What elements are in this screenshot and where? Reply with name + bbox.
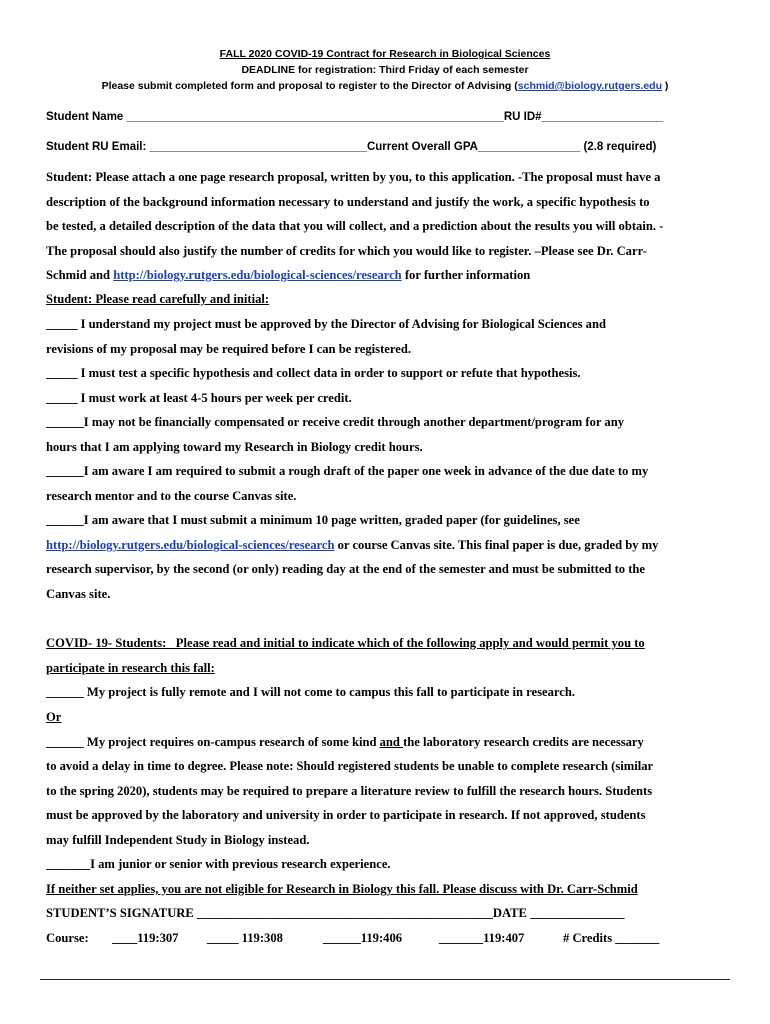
covid-heading-b-text: participate in research this fall: — [46, 661, 215, 675]
proposal-line-5 — [46, 267, 530, 283]
covid-heading-a-text: COVID- 19- Students: _Please read and initial to indicate which of the following apply and would permit you to — [46, 636, 645, 650]
initial-item-6c: research supervisor, by the second (or only) reading day at the end of the semester and must be submitted to the — [46, 562, 646, 576]
covid-option-on-campus-d: must be approved by the laboratory and university in order to participate in research. If not approved, students — [46, 808, 646, 822]
initial-heading-text: Student: Please read carefully and initial: — [46, 292, 270, 306]
opt2-post: the laboratory research credits are necessary — [403, 735, 644, 749]
form-title — [0, 47, 770, 62]
initial-item-5b: research mentor and to the course Canvas site. — [46, 489, 297, 503]
course-row — [46, 930, 726, 946]
signature-date-line[interactable]: STUDENT’S SIGNATURE _______________________________________________DATE _______________ — [46, 906, 625, 920]
course-option-308[interactable]: _____ 119:308 — [207, 931, 283, 945]
initial-item-1a[interactable]: _____ I understand my project must be approved by the Director of Advising for Biological Sciences and — [46, 317, 606, 331]
covid-heading-a — [46, 635, 645, 651]
initial-item-6b — [46, 537, 658, 553]
bottom-divider — [40, 979, 730, 980]
covid-option-experience[interactable]: _______I am junior or senior with previous research experience. — [46, 857, 391, 871]
deadline-line: DEADLINE for registration: Third Friday of each semester — [241, 64, 529, 76]
covid-option-on-campus-c: to the spring 2020), students may be required to prepare a literature review to fulfill the research hours. Students — [46, 784, 653, 798]
course-option-407[interactable]: _______119:407 — [439, 931, 525, 945]
course-option-406[interactable]: ______119:406 — [323, 931, 403, 945]
initial-item-2[interactable]: _____ I must test a specific hypothesis and collect data in order to support or refute that hypothesis. — [46, 366, 581, 380]
student-name-field[interactable]: Student Name ___________________________________________________________RU ID#___________________ — [46, 111, 664, 123]
covid-heading-b — [46, 660, 215, 676]
covid-option-on-campus[interactable] — [46, 734, 644, 750]
opt2-and: and — [379, 735, 404, 749]
initial-item-4b: hours that I am applying toward my Research in Biology credit hours. — [46, 440, 423, 454]
initial-item-6d: Canvas site. — [46, 587, 111, 601]
guidelines-link[interactable]: http://biology.rutgers.edu/biological-sciences/research — [46, 538, 335, 552]
proposal-line-2: description of the background information necessary to understand and justify the work, a specific hypothesis to — [46, 195, 650, 209]
advising-email-link[interactable]: schmid@biology.rutgers.edu — [517, 80, 662, 92]
proposal-line-3: be tested, a detailed description of the data that you will collect, and a prediction about the results you will obtain. - — [46, 219, 664, 233]
covid-option-remote[interactable]: ______ My project is fully remote and I will not come to campus this fall to participate in research. — [46, 685, 575, 699]
initial-item-1b: revisions of my proposal may be required before I can be registered. — [46, 342, 411, 356]
proposal-line-1: Student: Please attach a one page research proposal, written by you, to this application. -The proposal must have a — [46, 170, 661, 184]
initial-item-6a[interactable]: ______I am aware that I must submit a minimum 10 page written, graded paper (for guidelines, see — [46, 513, 580, 527]
submit-prefix: Please submit completed form and proposal to register to the Director of Advising ( — [101, 80, 518, 92]
credits-field[interactable]: # Credits _______ — [563, 931, 660, 945]
initial-item-6b-suffix: or course Canvas site. This final paper is due, graded by my — [334, 538, 659, 552]
eligibility-warning-text: If neither set applies, you are not eligible for Research in Biology this fall. Please discuss with Dr. Carr-Schmid — [46, 882, 638, 896]
initial-item-4a[interactable]: ______I may not be financially compensated or receive credit through another department/program for any — [46, 415, 624, 429]
student-email-gpa-field[interactable]: Student RU Email: __________________________________Current Overall GPA________________ (2.8 required) — [46, 141, 657, 153]
initial-item-3[interactable]: _____ I must work at least 4-5 hours per week per credit. — [46, 391, 352, 405]
course-option-307[interactable]: ____119:307 — [112, 931, 179, 945]
course-label: Course: — [46, 931, 89, 945]
submit-suffix: ) — [662, 80, 669, 92]
proposal-line-4: The proposal should also justify the number of credits for which you would like to register. –Please see Dr. Carr- — [46, 244, 647, 258]
initial-section-heading — [46, 291, 269, 307]
opt2-pre: ______ My project requires on-campus research of some kind — [46, 735, 380, 749]
proposal-line-5-suffix: for further information — [401, 268, 531, 282]
research-info-link[interactable]: http://biology.rutgers.edu/biological-sciences/research — [113, 268, 402, 282]
covid-or-label — [46, 709, 61, 725]
covid-option-on-campus-e: may fulfill Independent Study in Biology instead. — [46, 833, 310, 847]
form-title-text: FALL 2020 COVID-19 Contract for Research in Biological Sciences — [219, 48, 551, 60]
or-text: Or — [46, 710, 62, 724]
proposal-line-5-prefix: Schmid and — [46, 268, 114, 282]
covid-option-on-campus-b: to avoid a delay in time to degree. Please note: Should registered students be unable to complete research (similar — [46, 759, 654, 773]
submit-instructions — [0, 79, 770, 94]
initial-item-5a[interactable]: ______I am aware I am required to submit a rough draft of the paper one week in advance of the due date to my — [46, 464, 649, 478]
eligibility-warning — [46, 881, 638, 897]
